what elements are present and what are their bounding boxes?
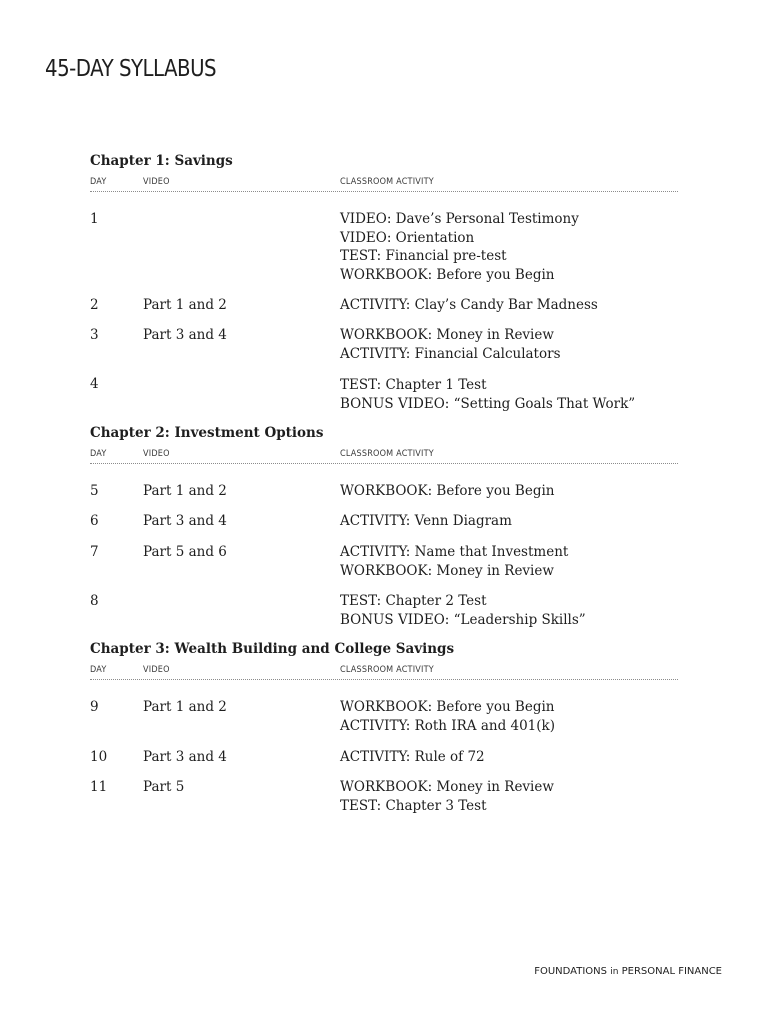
activity-line: ACTIVITY: Roth IRA and 401(k) bbox=[340, 717, 555, 734]
column-header-row bbox=[90, 175, 678, 192]
activity-line: TEST: Chapter 3 Test bbox=[340, 797, 487, 814]
column-header-row bbox=[90, 447, 678, 464]
activity-line: WORKBOOK: Money in Review bbox=[340, 779, 554, 795]
day-number: 11 bbox=[90, 779, 108, 795]
activity-line: ACTIVITY: Name that Investment bbox=[340, 544, 569, 560]
day-number: 1 bbox=[90, 211, 99, 227]
classroom-activity bbox=[340, 482, 678, 501]
video-part: Part 5 bbox=[143, 779, 185, 795]
day-number: 8 bbox=[90, 593, 99, 609]
day-number: 7 bbox=[90, 544, 99, 560]
video-part: Part 1 and 2 bbox=[143, 297, 227, 313]
activity-line: ACTIVITY: Rule of 72 bbox=[340, 749, 485, 765]
classroom-activity bbox=[340, 376, 678, 413]
column-header-row bbox=[90, 663, 678, 680]
chapter-3-section bbox=[90, 641, 678, 814]
video-part: Part 3 and 4 bbox=[143, 749, 227, 765]
day-column-header: DAY bbox=[90, 177, 107, 187]
day-number: 10 bbox=[90, 749, 108, 765]
activity-column-header: CLASSROOM ACTIVITY bbox=[340, 177, 434, 187]
chapter-2-section bbox=[90, 425, 678, 628]
activity-column-header: CLASSROOM ACTIVITY bbox=[340, 449, 434, 459]
video-part: Part 1 and 2 bbox=[143, 699, 227, 715]
activity-line: TEST: Financial pre-test bbox=[340, 248, 507, 265]
activity-line: ACTIVITY: Clay’s Candy Bar Madness bbox=[340, 297, 598, 313]
classroom-activity bbox=[340, 512, 678, 531]
activity-line: WORKBOOK: Money in Review bbox=[340, 562, 554, 579]
activity-line: WORKBOOK: Money in Review bbox=[340, 327, 554, 343]
video-part: Part 1 and 2 bbox=[143, 483, 227, 499]
video-column-header: VIDEO bbox=[143, 177, 170, 187]
footer-brand-in: in bbox=[610, 967, 619, 977]
video-part: Part 5 and 6 bbox=[143, 544, 227, 560]
activity-line: WORKBOOK: Before you Begin bbox=[340, 699, 555, 715]
chapter-title: Chapter 3: Wealth Building and College Savings bbox=[90, 641, 455, 657]
classroom-activity bbox=[340, 296, 678, 315]
day-column-header: DAY bbox=[90, 449, 107, 459]
day-number: 2 bbox=[90, 297, 99, 313]
day-number: 3 bbox=[90, 327, 99, 343]
activity-line: WORKBOOK: Before you Begin bbox=[340, 267, 555, 284]
video-part: Part 3 and 4 bbox=[143, 327, 227, 343]
video-column-header: VIDEO bbox=[143, 449, 170, 459]
classroom-activity bbox=[340, 592, 678, 629]
day-number: 4 bbox=[90, 376, 99, 392]
page-title: 45-DAY SYLLABUS bbox=[45, 56, 217, 82]
day-number: 9 bbox=[90, 699, 99, 715]
chapter-title: Chapter 1: Savings bbox=[90, 153, 233, 169]
chapter-title: Chapter 2: Investment Options bbox=[90, 425, 324, 441]
activity-line: VIDEO: Dave’s Personal Testimony bbox=[340, 211, 579, 227]
activity-line: VIDEO: Orientation bbox=[340, 229, 475, 246]
activity-line: ACTIVITY: Venn Diagram bbox=[340, 513, 512, 529]
chapter-1-section bbox=[90, 153, 678, 412]
day-column-header: DAY bbox=[90, 665, 107, 675]
classroom-activity bbox=[340, 210, 678, 285]
activity-column-header: CLASSROOM ACTIVITY bbox=[340, 665, 434, 675]
video-part: Part 3 and 4 bbox=[143, 513, 227, 529]
classroom-activity bbox=[340, 326, 678, 363]
classroom-activity bbox=[340, 748, 678, 767]
footer-brand-personal-finance: PERSONAL FINANCE bbox=[621, 966, 722, 977]
classroom-activity bbox=[340, 543, 678, 580]
classroom-activity bbox=[340, 778, 678, 815]
classroom-activity bbox=[340, 698, 678, 735]
activity-line: BONUS VIDEO: “Leadership Skills” bbox=[340, 611, 586, 628]
activity-line: BONUS VIDEO: “Setting Goals That Work” bbox=[340, 395, 636, 412]
video-column-header: VIDEO bbox=[143, 665, 170, 675]
activity-line: TEST: Chapter 1 Test bbox=[340, 377, 487, 393]
day-number: 5 bbox=[90, 483, 99, 499]
activity-line: ACTIVITY: Financial Calculators bbox=[340, 345, 561, 362]
activity-line: WORKBOOK: Before you Begin bbox=[340, 483, 555, 499]
day-number: 6 bbox=[90, 513, 99, 529]
activity-line: TEST: Chapter 2 Test bbox=[340, 593, 487, 609]
footer-brand-foundations: FOUNDATIONS bbox=[534, 966, 608, 977]
page-footer bbox=[534, 966, 722, 977]
